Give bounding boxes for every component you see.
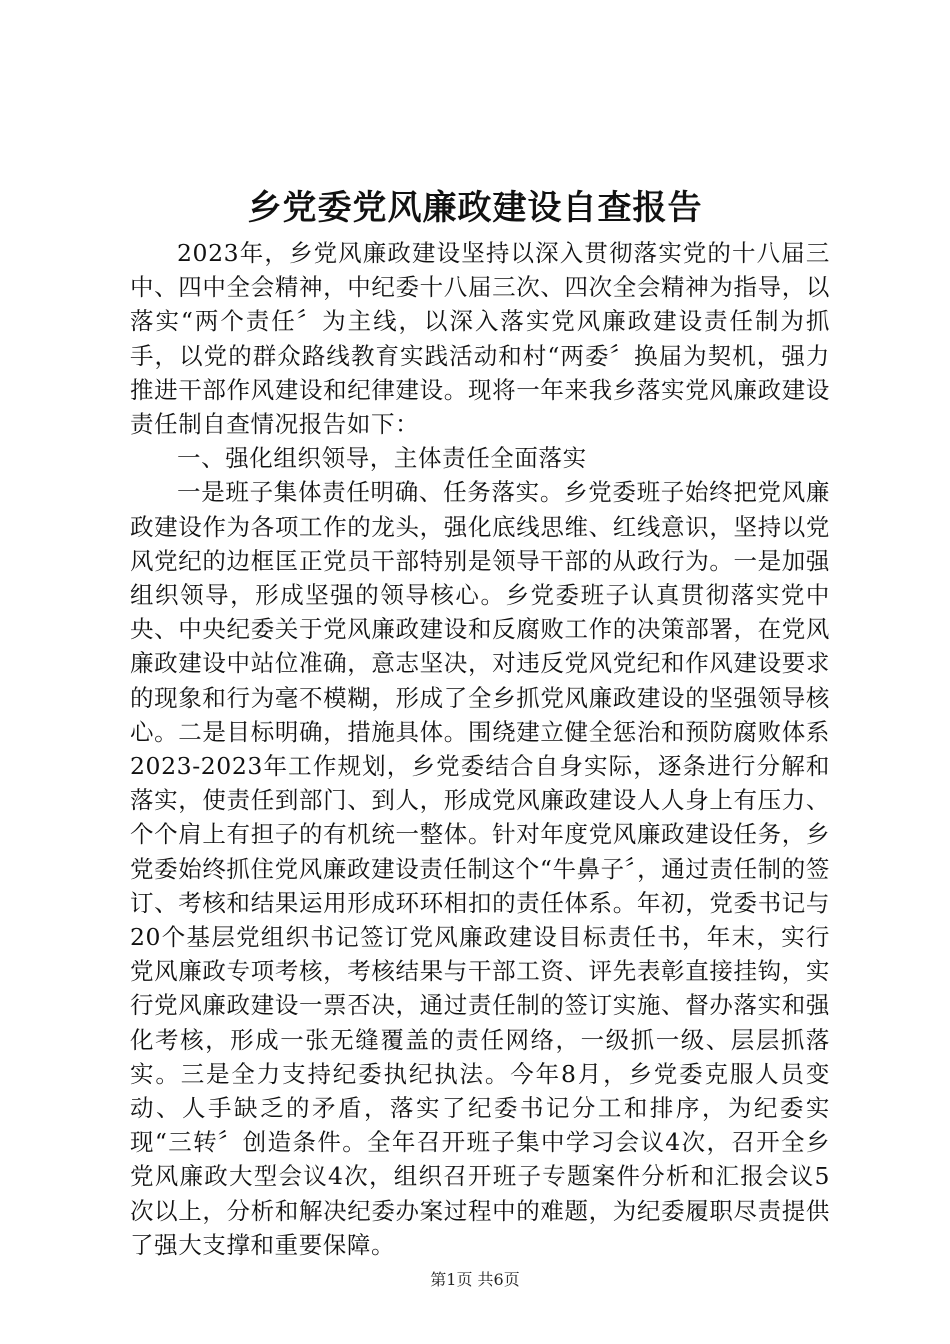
section-heading: 一、强化组织领导，主体责任全面落实 (177, 444, 587, 473)
document-body (130, 236, 830, 1262)
intro-paragraph: 2023年，乡党风廉政建设坚持以深入贯彻落实党的十八届三中、四中全会精神，中纪委十八届三次、四次全会精神为指导，以落实“两个责任〞为主线，以深入落实党风廉政建设责任制为抓手，以党的群众路线教育实践活动和村“两委〞换届为契机，强力推进干部作风建设和纪律建设。现将一年来我乡落实党风廉政建设责任制自查情况报告如下： (130, 239, 830, 439)
document-title: 乡党委党风廉政建设自查报告 (247, 188, 703, 228)
body-paragraph: 一是班子集体责任明确、任务落实。乡党委班子始终把党风廉政建设作为各项工作的龙头，强化底线思维、红线意识，坚持以党风党纪的边框匡正党员干部特别是领导干部的从政行为。一是加强组织领导，形成坚强的领导核心。乡党委班子认真贯彻落实党中央、中央纪委关于党风廉政建设和反腐败工作的决策部署，在党风廉政建设中站位准确，意志坚决，对违反党风党纪和作风建设要求的现象和行为毫不模糊，形成了全乡抓党风廉政建设的坚强领导核心。二是目标明确，措施具体。围绕建立健全惩治和预防腐败体系2023-2023年工作规划，乡党委结合自身实际，逐条进行分解和落实，使责任到部门、到人，形成党风廉政建设人人身上有压力、个个肩上有担子的有机统一整体。针对年度党风廉政建设任务，乡党委始终抓住党风廉政建设责任制这个“牛鼻子〞，通过责任制的签订、考核和结果运用形成环环相扣的责任体系。年初，党委书记与20个基层党组织书记签订党风廉政建设目标责任书，年末，实行党风廉政专项考核，考核结果与干部工资、评先表彰直接挂钩，实行党风廉政建设一票否决，通过责任制的签订实施、督办落实和强化考核，形成一张无缝覆盖的责任网络，一级抓一级、层层抓落实。三是全力支持纪委执纪执法。今年8月，乡党委克服人员变动、人手缺乏的矛盾，落实了纪委书记分工和排序，为纪委实现“三转〞创造条件。全年召开班子集中学习会议4次，召开全乡党风廉政大型会议4次，组织召开班子专题案件分析和汇报会议5次以上，分析和解决纪委办案过程中的难题，为纪委履职尽责提供了强大支撑和重要保障。 (130, 478, 830, 1259)
page-number: 第1页 共6页 (430, 1270, 520, 1289)
